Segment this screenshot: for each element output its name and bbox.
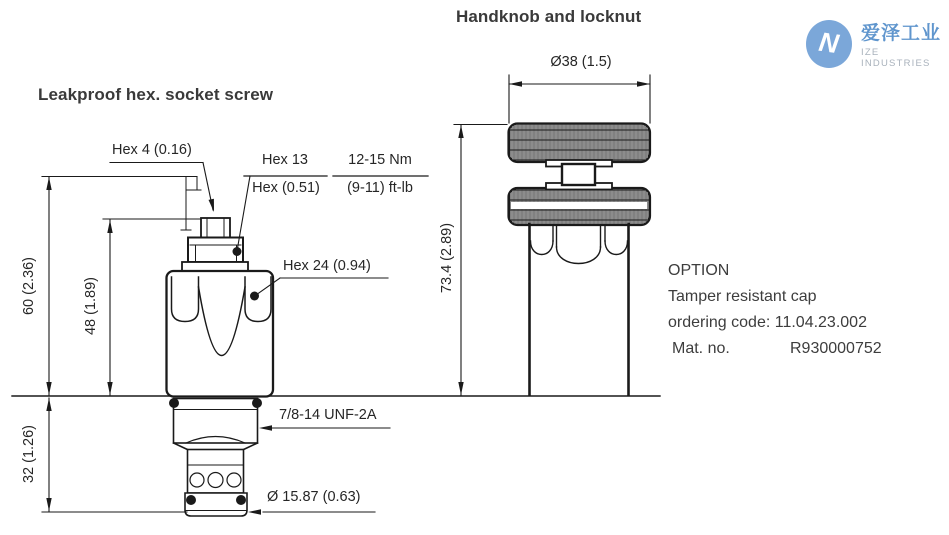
- logo-text: [861, 18, 949, 69]
- company-name-english: IZE INDUSTRIES: [861, 47, 931, 69]
- company-logo: [806, 18, 949, 69]
- valve-body-hex: [167, 271, 274, 397]
- material-number-value: R930000752: [790, 340, 882, 357]
- company-name-chinese: 爱泽工业: [861, 23, 942, 44]
- callout-torque-numerator: 12-15 Nm: [348, 152, 412, 168]
- handknob-disk: [509, 124, 651, 163]
- tip-o-ring-right: [236, 495, 246, 505]
- hex13-leader-dot: [233, 247, 242, 256]
- o-ring-right: [252, 398, 262, 408]
- hex24-leader-dot: [250, 292, 259, 301]
- callout-diameter: Ø 15.87 (0.63): [267, 489, 361, 505]
- phantom-screw-lines: [181, 177, 201, 230]
- callout-hex13-numerator: Hex 13: [262, 152, 308, 168]
- dim-height-hex: 48 (1.89): [83, 276, 99, 336]
- tip-o-ring-left: [186, 495, 196, 505]
- material-number-label: Mat. no.: [672, 340, 730, 357]
- knob-stem: [562, 164, 595, 185]
- option-line1: Tamper resistant cap: [668, 288, 817, 305]
- dim-knob-height: 73.4 (2.89): [439, 222, 455, 294]
- washer: [182, 262, 248, 271]
- option-heading: OPTION: [668, 262, 730, 279]
- option-block: [668, 258, 918, 362]
- logo-mark-letter: N: [817, 26, 841, 60]
- right-valve-drawing: [509, 124, 651, 396]
- dim-height-total: 60 (2.36): [21, 256, 37, 316]
- callout-thread: 7/8-14 UNF-2A: [279, 407, 377, 423]
- callout-hex13-denominator: Hex (0.51): [252, 180, 320, 196]
- logo-circle-icon: [806, 20, 852, 68]
- left-valve-drawing: [167, 177, 274, 516]
- cross-hole-1: [190, 473, 204, 487]
- hex-lobes: [531, 225, 628, 264]
- o-ring-left: [169, 398, 179, 408]
- cross-hole-2: [208, 473, 223, 488]
- callout-torque-denominator: (9-11) ft-lb: [347, 180, 413, 196]
- option-material-row: [668, 336, 918, 362]
- callout-hex4: Hex 4 (0.16): [112, 142, 192, 158]
- right-view-title: Handknob and locknut: [456, 7, 642, 26]
- callout-hex24: Hex 24 (0.94): [283, 258, 371, 274]
- left-view-title: Leakproof hex. socket screw: [38, 85, 274, 104]
- thread-arrowhead: [259, 425, 272, 430]
- hex4-arrowhead: [209, 199, 215, 212]
- dim-depth: 32 (1.26): [21, 424, 37, 484]
- cross-hole-3: [227, 473, 241, 487]
- diameter-arrowhead: [248, 509, 261, 514]
- dim-knob-diameter: Ø38 (1.5): [550, 54, 612, 70]
- adjust-screw-hex: [201, 218, 230, 238]
- option-line2: ordering code: 11.04.23.002: [668, 314, 867, 331]
